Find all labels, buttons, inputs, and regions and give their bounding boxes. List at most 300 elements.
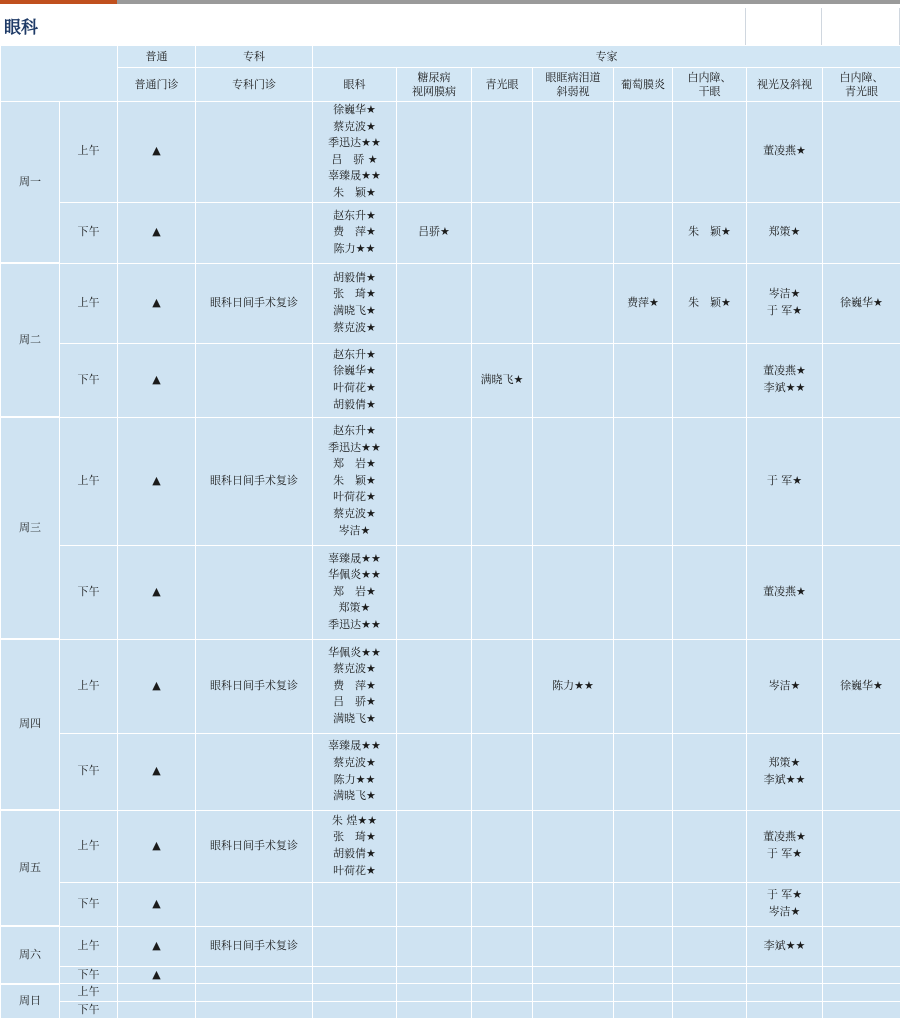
- expert-cell-6: [747, 882, 823, 926]
- cell-line: 上午: [60, 938, 117, 955]
- period-cell: [60, 417, 118, 545]
- expert-cell-6: [747, 926, 823, 966]
- cell-line: 赵东升★: [313, 208, 396, 225]
- header-group-general: 普通: [118, 46, 196, 68]
- schedule-row: [1, 810, 900, 882]
- expert-cell-0: [313, 263, 397, 343]
- general-clinic-cell: [118, 263, 196, 343]
- expert-cell-3: [533, 639, 614, 733]
- day-cell: [1, 263, 60, 417]
- expert-cell-3: [533, 966, 614, 984]
- cell-line: 视光及斜视: [747, 78, 822, 92]
- expert-cell-6: [747, 263, 823, 343]
- expert-cell-6: [747, 545, 823, 639]
- cell-line: 华佩炎★★: [313, 645, 396, 662]
- special-clinic-cell: [196, 966, 313, 984]
- cell-line: 周五: [1, 860, 59, 877]
- header-expert-col-7: [823, 68, 900, 102]
- expert-cell-0: [313, 343, 397, 417]
- cell-line: 上午: [60, 473, 117, 490]
- cell-line: 张 琦★: [313, 286, 396, 303]
- expert-cell-3: [533, 1001, 614, 1019]
- day-cell: [1, 417, 60, 639]
- expert-cell-5: [673, 984, 747, 1002]
- cell-line: ▲: [118, 143, 195, 160]
- cell-line: 葡萄膜炎: [614, 78, 672, 92]
- header-expert-col-6: [747, 68, 823, 102]
- expert-cell-5: [673, 733, 747, 810]
- expert-cell-2: [472, 102, 533, 203]
- cell-line: 糖尿病: [397, 71, 471, 85]
- cell-line: 胡毅倩★: [313, 397, 396, 414]
- expert-cell-5: [673, 966, 747, 984]
- special-clinic-cell: [196, 545, 313, 639]
- expert-cell-6: [747, 1001, 823, 1019]
- general-clinic-cell: [118, 1001, 196, 1019]
- header-expert-col-4: [614, 68, 673, 102]
- expert-cell-0: [313, 202, 397, 263]
- expert-cell-5: [673, 102, 747, 203]
- expert-cell-2: [472, 263, 533, 343]
- cell-line: 岑洁★: [747, 678, 822, 695]
- cell-line: 胡毅倩★: [313, 846, 396, 863]
- cell-line: 赵东升★: [313, 423, 396, 440]
- cell-line: 眼眶病泪道: [533, 71, 613, 85]
- period-cell: [60, 202, 118, 263]
- expert-cell-2: [472, 417, 533, 545]
- expert-cell-7: [823, 733, 900, 810]
- cell-line: 岑洁★: [313, 523, 396, 540]
- expert-cell-0: [313, 102, 397, 203]
- cell-line: 朱 颖★: [313, 473, 396, 490]
- cell-line: 于 军★: [747, 846, 822, 863]
- expert-cell-1: [397, 545, 472, 639]
- day-cell: [1, 984, 60, 1019]
- cell-line: 于 军★: [747, 303, 822, 320]
- general-clinic-cell: [118, 202, 196, 263]
- expert-cell-0: [313, 926, 397, 966]
- cell-line: 视网膜病: [397, 85, 471, 99]
- expert-cell-0: [313, 1001, 397, 1019]
- expert-cell-3: [533, 202, 614, 263]
- expert-cell-3: [533, 926, 614, 966]
- cell-line: 下午: [60, 224, 117, 241]
- cell-line: 下午: [60, 896, 117, 913]
- cell-line: 青光眼: [823, 85, 900, 99]
- expert-cell-1: [397, 263, 472, 343]
- expert-cell-4: [614, 102, 673, 203]
- cell-line: 岑洁★: [747, 904, 822, 921]
- cell-line: 郑策★: [313, 600, 396, 617]
- expert-cell-0: [313, 882, 397, 926]
- cell-line: ▲: [118, 295, 195, 312]
- expert-cell-4: [614, 1001, 673, 1019]
- expert-cell-7: [823, 926, 900, 966]
- cell-line: 郑策★: [747, 224, 822, 241]
- special-clinic-cell: [196, 810, 313, 882]
- cell-line: ▲: [118, 838, 195, 855]
- cell-line: 下午: [60, 1002, 117, 1019]
- cell-line: 周二: [1, 332, 59, 349]
- expert-cell-4: [614, 733, 673, 810]
- cell-line: 徐巍华★: [823, 678, 900, 695]
- cell-line: ▲: [118, 678, 195, 695]
- special-clinic-cell: [196, 984, 313, 1002]
- expert-cell-2: [472, 966, 533, 984]
- expert-cell-4: [614, 263, 673, 343]
- expert-cell-5: [673, 202, 747, 263]
- period-cell: [60, 263, 118, 343]
- cell-line: 费 萍★: [313, 224, 396, 241]
- expert-cell-7: [823, 202, 900, 263]
- expert-cell-1: [397, 417, 472, 545]
- cell-line: 季迅达★★: [313, 440, 396, 457]
- expert-cell-7: [823, 545, 900, 639]
- cell-line: 叶荷花★: [313, 380, 396, 397]
- expert-cell-6: [747, 966, 823, 984]
- expert-cell-1: [397, 810, 472, 882]
- cell-line: 郑 岩★: [313, 456, 396, 473]
- cell-line: 蔡克波★: [313, 661, 396, 678]
- special-clinic-cell: [196, 639, 313, 733]
- period-cell: [60, 343, 118, 417]
- cell-line: 周六: [1, 947, 59, 964]
- cell-line: ▲: [118, 763, 195, 780]
- cell-line: 眼科日间手术复诊: [196, 678, 312, 695]
- period-cell: [60, 882, 118, 926]
- general-clinic-cell: [118, 966, 196, 984]
- general-clinic-cell: [118, 882, 196, 926]
- general-clinic-cell: [118, 984, 196, 1002]
- expert-cell-2: [472, 639, 533, 733]
- cell-line: 岑洁★: [747, 286, 822, 303]
- cell-line: 李斌★★: [747, 772, 822, 789]
- expert-cell-4: [614, 966, 673, 984]
- expert-cell-4: [614, 882, 673, 926]
- cell-line: 眼科日间手术复诊: [196, 838, 312, 855]
- cell-line: 吕骄★: [397, 224, 471, 241]
- cell-line: 季迅达★★: [313, 135, 396, 152]
- cell-line: 李斌★★: [747, 938, 822, 955]
- schedule-body: [1, 46, 900, 1019]
- cell-line: 董凌燕★: [747, 363, 822, 380]
- expert-cell-6: [747, 202, 823, 263]
- special-clinic-cell: [196, 102, 313, 203]
- expert-cell-7: [823, 1001, 900, 1019]
- period-cell: [60, 733, 118, 810]
- cell-line: 上午: [60, 678, 117, 695]
- header-general-clinic: 普通门诊: [118, 68, 196, 102]
- cell-line: 于 军★: [747, 473, 822, 490]
- expert-cell-3: [533, 733, 614, 810]
- expert-cell-4: [614, 810, 673, 882]
- special-clinic-cell: [196, 733, 313, 810]
- cell-line: 眼科日间手术复诊: [196, 295, 312, 312]
- day-cell: [1, 926, 60, 984]
- cell-line: 周四: [1, 716, 59, 733]
- expert-cell-4: [614, 417, 673, 545]
- expert-cell-1: [397, 733, 472, 810]
- cell-line: 朱 颖★: [673, 295, 746, 312]
- expert-cell-5: [673, 545, 747, 639]
- schedule-row: [1, 343, 900, 417]
- cell-line: 蔡克波★: [313, 755, 396, 772]
- expert-cell-1: [397, 1001, 472, 1019]
- general-clinic-cell: [118, 926, 196, 966]
- cell-line: 李斌★★: [747, 380, 822, 397]
- cell-line: 白内障、: [673, 71, 746, 85]
- expert-cell-0: [313, 984, 397, 1002]
- expert-cell-1: [397, 926, 472, 966]
- cell-line: 陈力★★: [533, 678, 613, 695]
- expert-cell-7: [823, 984, 900, 1002]
- expert-cell-1: [397, 882, 472, 926]
- expert-cell-6: [747, 102, 823, 203]
- expert-cell-1: [397, 202, 472, 263]
- expert-cell-1: [397, 639, 472, 733]
- expert-cell-6: [747, 639, 823, 733]
- expert-cell-5: [673, 639, 747, 733]
- cell-line: 辜臻晟★★: [313, 168, 396, 185]
- schedule-row: [1, 545, 900, 639]
- expert-cell-7: [823, 882, 900, 926]
- cell-line: ▲: [118, 938, 195, 955]
- cell-line: 干眼: [673, 85, 746, 99]
- special-clinic-cell: [196, 343, 313, 417]
- header-expert-col-2: [472, 68, 533, 102]
- special-clinic-cell: [196, 202, 313, 263]
- period-cell: [60, 984, 118, 1002]
- cell-line: 董凌燕★: [747, 143, 822, 160]
- cell-line: 郑策★: [747, 755, 822, 772]
- period-cell: [60, 926, 118, 966]
- expert-cell-6: [747, 984, 823, 1002]
- cell-line: 蔡克波★: [313, 506, 396, 523]
- expert-cell-4: [614, 343, 673, 417]
- cell-line: 朱 煌★★: [313, 813, 396, 830]
- cell-line: 满晓飞★: [313, 303, 396, 320]
- expert-cell-6: [747, 343, 823, 417]
- header-special-clinic: 专科门诊: [196, 68, 313, 102]
- expert-cell-7: [823, 263, 900, 343]
- cell-line: 张 琦★: [313, 829, 396, 846]
- expert-cell-4: [614, 545, 673, 639]
- header-expert-col-3: [533, 68, 614, 102]
- cell-line: 下午: [60, 763, 117, 780]
- special-clinic-cell: [196, 882, 313, 926]
- schedule-row: [1, 1001, 900, 1019]
- cell-line: 白内障、: [823, 71, 900, 85]
- expert-cell-3: [533, 343, 614, 417]
- expert-cell-4: [614, 202, 673, 263]
- expert-cell-1: [397, 102, 472, 203]
- schedule-row: [1, 984, 900, 1002]
- cell-line: ▲: [118, 967, 195, 984]
- expert-cell-3: [533, 882, 614, 926]
- cell-line: 上午: [60, 295, 117, 312]
- cell-line: 赵东升★: [313, 347, 396, 364]
- header-expert-col-5: [673, 68, 747, 102]
- general-clinic-cell: [118, 733, 196, 810]
- period-cell: [60, 639, 118, 733]
- expert-cell-3: [533, 545, 614, 639]
- expert-cell-3: [533, 263, 614, 343]
- expert-cell-4: [614, 926, 673, 966]
- expert-cell-5: [673, 810, 747, 882]
- cell-line: 上午: [60, 838, 117, 855]
- expert-cell-7: [823, 417, 900, 545]
- expert-cell-2: [472, 202, 533, 263]
- period-cell: [60, 545, 118, 639]
- cell-line: 董凌燕★: [747, 829, 822, 846]
- cell-line: ▲: [118, 896, 195, 913]
- expert-cell-2: [472, 343, 533, 417]
- special-clinic-cell: [196, 263, 313, 343]
- cell-line: 下午: [60, 967, 117, 984]
- day-cell: [1, 810, 60, 926]
- expert-cell-5: [673, 417, 747, 545]
- cell-line: 蔡克波★: [313, 320, 396, 337]
- expert-cell-5: [673, 882, 747, 926]
- expert-cell-3: [533, 102, 614, 203]
- cell-line: 费萍★: [614, 295, 672, 312]
- expert-cell-2: [472, 926, 533, 966]
- expert-cell-6: [747, 417, 823, 545]
- cell-line: 徐巍华★: [313, 102, 396, 119]
- general-clinic-cell: [118, 343, 196, 417]
- general-clinic-cell: [118, 639, 196, 733]
- schedule-row: [1, 966, 900, 984]
- expert-cell-6: [747, 733, 823, 810]
- expert-cell-2: [472, 545, 533, 639]
- cell-line: ▲: [118, 473, 195, 490]
- cell-line: 朱 颖★: [673, 224, 746, 241]
- expert-cell-2: [472, 882, 533, 926]
- schedule-row: [1, 417, 900, 545]
- title-bar-cell: [821, 8, 900, 49]
- cell-line: 青光眼: [472, 78, 532, 92]
- cell-line: 徐巍华★: [823, 295, 900, 312]
- cell-line: 上午: [60, 143, 117, 160]
- period-cell: [60, 810, 118, 882]
- cell-line: ▲: [118, 584, 195, 601]
- day-cell: [1, 639, 60, 810]
- cell-line: 眼科日间手术复诊: [196, 473, 312, 490]
- cell-line: 满晓飞★: [313, 711, 396, 728]
- expert-cell-2: [472, 984, 533, 1002]
- cell-line: 叶荷花★: [313, 863, 396, 880]
- cell-line: 辜臻晟★★: [313, 738, 396, 755]
- cell-line: ▲: [118, 372, 195, 389]
- general-clinic-cell: [118, 417, 196, 545]
- general-clinic-cell: [118, 545, 196, 639]
- cell-line: 陈力★★: [313, 241, 396, 258]
- cell-line: 郑 岩★: [313, 584, 396, 601]
- expert-cell-2: [472, 1001, 533, 1019]
- cell-line: 胡毅倩★: [313, 270, 396, 287]
- cell-line: 眼科: [313, 78, 396, 92]
- special-clinic-cell: [196, 417, 313, 545]
- title-bar-cell: [745, 8, 821, 49]
- expert-cell-3: [533, 984, 614, 1002]
- cell-line: 陈力★★: [313, 772, 396, 789]
- cell-line: 上午: [60, 984, 117, 1001]
- cell-line: 周日: [1, 993, 59, 1010]
- expert-cell-0: [313, 639, 397, 733]
- expert-cell-1: [397, 984, 472, 1002]
- expert-cell-7: [823, 343, 900, 417]
- cell-line: 董凌燕★: [747, 584, 822, 601]
- cell-line: ▲: [118, 224, 195, 241]
- header-group-special: 专科: [196, 46, 313, 68]
- expert-cell-0: [313, 966, 397, 984]
- cell-line: 下午: [60, 584, 117, 601]
- expert-cell-6: [747, 810, 823, 882]
- expert-cell-0: [313, 417, 397, 545]
- header-expert-col-0: [313, 68, 397, 102]
- general-clinic-cell: [118, 810, 196, 882]
- schedule-table: [0, 45, 900, 1020]
- expert-cell-0: [313, 545, 397, 639]
- cell-line: 周一: [1, 174, 59, 191]
- expert-cell-5: [673, 1001, 747, 1019]
- expert-cell-3: [533, 810, 614, 882]
- expert-cell-4: [614, 984, 673, 1002]
- cell-line: 吕 骄★: [313, 694, 396, 711]
- expert-cell-2: [472, 733, 533, 810]
- cell-line: 吕 骄 ★: [313, 152, 396, 169]
- page-title: 眼科: [4, 13, 38, 38]
- cell-line: 叶荷花★: [313, 489, 396, 506]
- expert-cell-1: [397, 343, 472, 417]
- expert-cell-3: [533, 417, 614, 545]
- cell-line: 季迅达★★: [313, 617, 396, 634]
- period-cell: [60, 102, 118, 203]
- cell-line: 华佩炎★★: [313, 567, 396, 584]
- cell-line: 朱 颖★: [313, 185, 396, 202]
- period-cell: [60, 966, 118, 984]
- header-expert-col-1: [397, 68, 472, 102]
- cell-line: 满晓飞★: [472, 372, 532, 389]
- schedule-row: [1, 926, 900, 966]
- special-clinic-cell: [196, 926, 313, 966]
- expert-cell-0: [313, 733, 397, 810]
- expert-cell-7: [823, 966, 900, 984]
- expert-cell-2: [472, 810, 533, 882]
- cell-line: 周三: [1, 520, 59, 537]
- expert-cell-5: [673, 926, 747, 966]
- schedule-row: [1, 733, 900, 810]
- expert-cell-0: [313, 810, 397, 882]
- schedule-row: [1, 102, 900, 203]
- expert-cell-5: [673, 263, 747, 343]
- expert-cell-5: [673, 343, 747, 417]
- cell-line: 徐巍华★: [313, 363, 396, 380]
- cell-line: 蔡克波★: [313, 119, 396, 136]
- period-cell: [60, 1001, 118, 1019]
- schedule-row: [1, 202, 900, 263]
- schedule-row: [1, 263, 900, 343]
- title-bar: [0, 4, 900, 45]
- expert-cell-1: [397, 966, 472, 984]
- day-cell: [1, 102, 60, 264]
- cell-line: 满晓飞★: [313, 788, 396, 805]
- cell-line: 费 萍★: [313, 678, 396, 695]
- expert-cell-7: [823, 810, 900, 882]
- expert-cell-7: [823, 102, 900, 203]
- header-corner: [1, 46, 118, 102]
- cell-line: 于 军★: [747, 887, 822, 904]
